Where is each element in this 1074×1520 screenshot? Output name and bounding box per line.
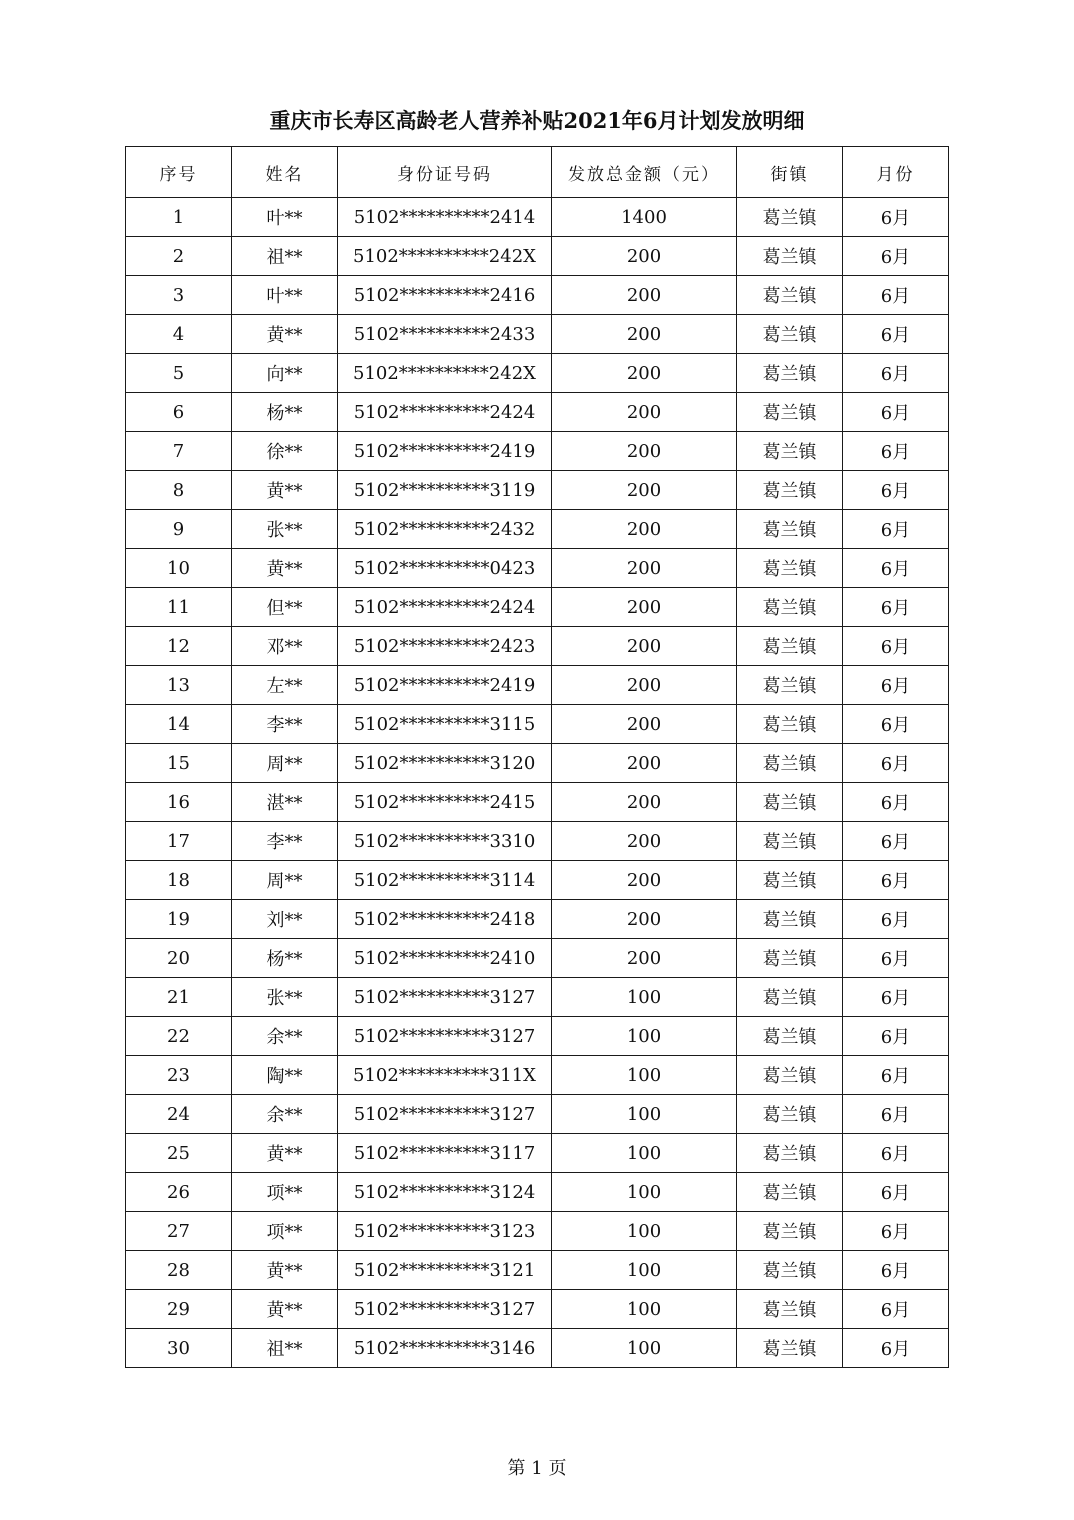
table-row [126, 627, 949, 666]
cell-index: 15 [126, 744, 232, 783]
cell-name: 邓** [232, 627, 338, 666]
table-row [126, 1095, 949, 1134]
cell-index: 22 [126, 1017, 232, 1056]
table-row [126, 315, 949, 354]
cell-town: 葛兰镇 [737, 627, 843, 666]
cell-town: 葛兰镇 [737, 1212, 843, 1251]
cell-id-number: 5102**********2432 [338, 510, 552, 549]
table-row [126, 198, 949, 237]
cell-month: 6月 [843, 744, 949, 783]
cell-name: 余** [232, 1095, 338, 1134]
table-row [126, 705, 949, 744]
cell-amount: 100 [552, 1251, 737, 1290]
cell-month: 6月 [843, 666, 949, 705]
cell-index: 16 [126, 783, 232, 822]
cell-id-number: 5102**********3115 [338, 705, 552, 744]
table-row [126, 861, 949, 900]
cell-name: 周** [232, 744, 338, 783]
cell-town: 葛兰镇 [737, 315, 843, 354]
cell-name: 叶** [232, 276, 338, 315]
cell-index: 24 [126, 1095, 232, 1134]
cell-amount: 200 [552, 822, 737, 861]
cell-month: 6月 [843, 510, 949, 549]
cell-name: 黄** [232, 315, 338, 354]
cell-index: 18 [126, 861, 232, 900]
cell-amount: 200 [552, 939, 737, 978]
cell-amount: 200 [552, 861, 737, 900]
cell-id-number: 5102**********2410 [338, 939, 552, 978]
cell-id-number: 5102**********2416 [338, 276, 552, 315]
table-header-row [126, 147, 949, 198]
cell-id-number: 5102**********0423 [338, 549, 552, 588]
cell-month: 6月 [843, 1095, 949, 1134]
cell-index: 9 [126, 510, 232, 549]
cell-amount: 100 [552, 1290, 737, 1329]
cell-id-number: 5102**********311X [338, 1056, 552, 1095]
cell-id-number: 5102**********3146 [338, 1329, 552, 1368]
cell-index: 27 [126, 1212, 232, 1251]
cell-amount: 200 [552, 705, 737, 744]
cell-amount: 200 [552, 783, 737, 822]
cell-name: 李** [232, 705, 338, 744]
cell-name: 项** [232, 1173, 338, 1212]
cell-index: 29 [126, 1290, 232, 1329]
cell-town: 葛兰镇 [737, 471, 843, 510]
table-body [126, 198, 949, 1368]
cell-index: 7 [126, 432, 232, 471]
cell-amount: 100 [552, 1212, 737, 1251]
cell-id-number: 5102**********3117 [338, 1134, 552, 1173]
table-row [126, 588, 949, 627]
cell-town: 葛兰镇 [737, 1329, 843, 1368]
cell-index: 25 [126, 1134, 232, 1173]
cell-id-number: 5102**********2418 [338, 900, 552, 939]
cell-index: 13 [126, 666, 232, 705]
cell-index: 8 [126, 471, 232, 510]
table-row [126, 1017, 949, 1056]
cell-town: 葛兰镇 [737, 198, 843, 237]
cell-amount: 1400 [552, 198, 737, 237]
table-row [126, 978, 949, 1017]
table-row [126, 393, 949, 432]
cell-town: 葛兰镇 [737, 588, 843, 627]
cell-month: 6月 [843, 1056, 949, 1095]
cell-amount: 100 [552, 1173, 737, 1212]
cell-id-number: 5102**********3121 [338, 1251, 552, 1290]
cell-month: 6月 [843, 822, 949, 861]
table-row [126, 744, 949, 783]
cell-town: 葛兰镇 [737, 393, 843, 432]
table-row [126, 1056, 949, 1095]
cell-name: 但** [232, 588, 338, 627]
cell-town: 葛兰镇 [737, 237, 843, 276]
cell-month: 6月 [843, 549, 949, 588]
cell-name: 杨** [232, 939, 338, 978]
cell-id-number: 5102**********2414 [338, 198, 552, 237]
cell-town: 葛兰镇 [737, 822, 843, 861]
cell-amount: 200 [552, 627, 737, 666]
cell-month: 6月 [843, 900, 949, 939]
cell-id-number: 5102**********2419 [338, 666, 552, 705]
cell-id-number: 5102**********242X [338, 354, 552, 393]
cell-month: 6月 [843, 354, 949, 393]
cell-name: 项** [232, 1212, 338, 1251]
cell-month: 6月 [843, 1251, 949, 1290]
cell-amount: 200 [552, 549, 737, 588]
cell-amount: 200 [552, 471, 737, 510]
cell-town: 葛兰镇 [737, 354, 843, 393]
cell-index: 1 [126, 198, 232, 237]
table-row [126, 1329, 949, 1368]
table-row [126, 822, 949, 861]
cell-town: 葛兰镇 [737, 1290, 843, 1329]
cell-name: 黄** [232, 471, 338, 510]
table-row [126, 354, 949, 393]
cell-index: 30 [126, 1329, 232, 1368]
cell-id-number: 5102**********2424 [338, 588, 552, 627]
cell-amount: 200 [552, 510, 737, 549]
cell-amount: 100 [552, 978, 737, 1017]
cell-id-number: 5102**********242X [338, 237, 552, 276]
cell-amount: 200 [552, 393, 737, 432]
cell-month: 6月 [843, 393, 949, 432]
table-row [126, 783, 949, 822]
table-row [126, 432, 949, 471]
header-id-number: 身份证号码 [338, 147, 552, 198]
header-town: 街镇 [737, 147, 843, 198]
cell-town: 葛兰镇 [737, 978, 843, 1017]
cell-id-number: 5102**********2424 [338, 393, 552, 432]
cell-town: 葛兰镇 [737, 1056, 843, 1095]
cell-month: 6月 [843, 1173, 949, 1212]
cell-name: 张** [232, 510, 338, 549]
cell-town: 葛兰镇 [737, 861, 843, 900]
cell-town: 葛兰镇 [737, 276, 843, 315]
cell-month: 6月 [843, 432, 949, 471]
table-row [126, 1212, 949, 1251]
cell-name: 黄** [232, 1251, 338, 1290]
cell-name: 杨** [232, 393, 338, 432]
cell-index: 21 [126, 978, 232, 1017]
cell-month: 6月 [843, 783, 949, 822]
cell-id-number: 5102**********3123 [338, 1212, 552, 1251]
cell-town: 葛兰镇 [737, 705, 843, 744]
cell-town: 葛兰镇 [737, 1173, 843, 1212]
cell-id-number: 5102**********3124 [338, 1173, 552, 1212]
table-row [126, 1173, 949, 1212]
cell-id-number: 5102**********3114 [338, 861, 552, 900]
cell-name: 黄** [232, 549, 338, 588]
cell-index: 12 [126, 627, 232, 666]
cell-month: 6月 [843, 1134, 949, 1173]
cell-id-number: 5102**********3120 [338, 744, 552, 783]
cell-amount: 200 [552, 237, 737, 276]
header-name: 姓名 [232, 147, 338, 198]
cell-town: 葛兰镇 [737, 510, 843, 549]
cell-month: 6月 [843, 198, 949, 237]
table-row [126, 900, 949, 939]
cell-town: 葛兰镇 [737, 900, 843, 939]
cell-amount: 200 [552, 354, 737, 393]
cell-month: 6月 [843, 1017, 949, 1056]
cell-month: 6月 [843, 861, 949, 900]
table-row [126, 666, 949, 705]
table-row [126, 471, 949, 510]
cell-id-number: 5102**********2419 [338, 432, 552, 471]
cell-index: 4 [126, 315, 232, 354]
cell-month: 6月 [843, 1212, 949, 1251]
cell-amount: 100 [552, 1134, 737, 1173]
cell-amount: 200 [552, 900, 737, 939]
cell-index: 2 [126, 237, 232, 276]
document-title: 重庆市长寿区高龄老人营养补贴2021年6月计划发放明细 [269, 108, 805, 133]
table-row [126, 1134, 949, 1173]
cell-amount: 200 [552, 315, 737, 354]
cell-id-number: 5102**********2433 [338, 315, 552, 354]
cell-name: 湛** [232, 783, 338, 822]
cell-index: 14 [126, 705, 232, 744]
cell-town: 葛兰镇 [737, 783, 843, 822]
cell-name: 刘** [232, 900, 338, 939]
cell-name: 左** [232, 666, 338, 705]
cell-id-number: 5102**********3119 [338, 471, 552, 510]
cell-month: 6月 [843, 471, 949, 510]
cell-town: 葛兰镇 [737, 744, 843, 783]
cell-month: 6月 [843, 1329, 949, 1368]
cell-town: 葛兰镇 [737, 1095, 843, 1134]
cell-index: 23 [126, 1056, 232, 1095]
cell-month: 6月 [843, 588, 949, 627]
cell-town: 葛兰镇 [737, 549, 843, 588]
cell-town: 葛兰镇 [737, 1251, 843, 1290]
table-row [126, 1251, 949, 1290]
cell-amount: 200 [552, 744, 737, 783]
table-row [126, 276, 949, 315]
cell-amount: 100 [552, 1017, 737, 1056]
header-month: 月份 [843, 147, 949, 198]
cell-index: 20 [126, 939, 232, 978]
cell-amount: 100 [552, 1095, 737, 1134]
cell-town: 葛兰镇 [737, 1134, 843, 1173]
cell-index: 19 [126, 900, 232, 939]
cell-name: 徐** [232, 432, 338, 471]
table-row [126, 939, 949, 978]
cell-town: 葛兰镇 [737, 432, 843, 471]
cell-name: 张** [232, 978, 338, 1017]
cell-name: 陶** [232, 1056, 338, 1095]
cell-amount: 100 [552, 1056, 737, 1095]
cell-month: 6月 [843, 627, 949, 666]
cell-name: 祖** [232, 237, 338, 276]
header-index: 序号 [126, 147, 232, 198]
cell-town: 葛兰镇 [737, 939, 843, 978]
cell-id-number: 5102**********2423 [338, 627, 552, 666]
cell-name: 李** [232, 822, 338, 861]
cell-month: 6月 [843, 315, 949, 354]
table-row [126, 549, 949, 588]
cell-name: 叶** [232, 198, 338, 237]
cell-name: 黄** [232, 1134, 338, 1173]
cell-index: 28 [126, 1251, 232, 1290]
table-row [126, 237, 949, 276]
cell-month: 6月 [843, 978, 949, 1017]
cell-id-number: 5102**********3127 [338, 1017, 552, 1056]
cell-name: 周** [232, 861, 338, 900]
cell-id-number: 5102**********3127 [338, 1290, 552, 1329]
cell-id-number: 5102**********2415 [338, 783, 552, 822]
cell-amount: 200 [552, 588, 737, 627]
cell-name: 祖** [232, 1329, 338, 1368]
cell-month: 6月 [843, 939, 949, 978]
cell-month: 6月 [843, 1290, 949, 1329]
subsidy-table [125, 146, 949, 1368]
cell-month: 6月 [843, 276, 949, 315]
cell-name: 向** [232, 354, 338, 393]
cell-amount: 200 [552, 432, 737, 471]
cell-month: 6月 [843, 237, 949, 276]
table-row [126, 1290, 949, 1329]
cell-id-number: 5102**********3310 [338, 822, 552, 861]
cell-index: 10 [126, 549, 232, 588]
cell-id-number: 5102**********3127 [338, 1095, 552, 1134]
cell-index: 3 [126, 276, 232, 315]
cell-amount: 100 [552, 1329, 737, 1368]
cell-amount: 200 [552, 666, 737, 705]
cell-index: 5 [126, 354, 232, 393]
cell-town: 葛兰镇 [737, 1017, 843, 1056]
table-row [126, 510, 949, 549]
cell-name: 余** [232, 1017, 338, 1056]
cell-month: 6月 [843, 705, 949, 744]
cell-index: 26 [126, 1173, 232, 1212]
cell-index: 11 [126, 588, 232, 627]
cell-id-number: 5102**********3127 [338, 978, 552, 1017]
cell-town: 葛兰镇 [737, 666, 843, 705]
cell-index: 6 [126, 393, 232, 432]
cell-amount: 200 [552, 276, 737, 315]
header-amount: 发放总金额（元） [552, 147, 737, 198]
page-number: 第 1 页 [507, 1458, 567, 1479]
cell-name: 黄** [232, 1290, 338, 1329]
cell-index: 17 [126, 822, 232, 861]
